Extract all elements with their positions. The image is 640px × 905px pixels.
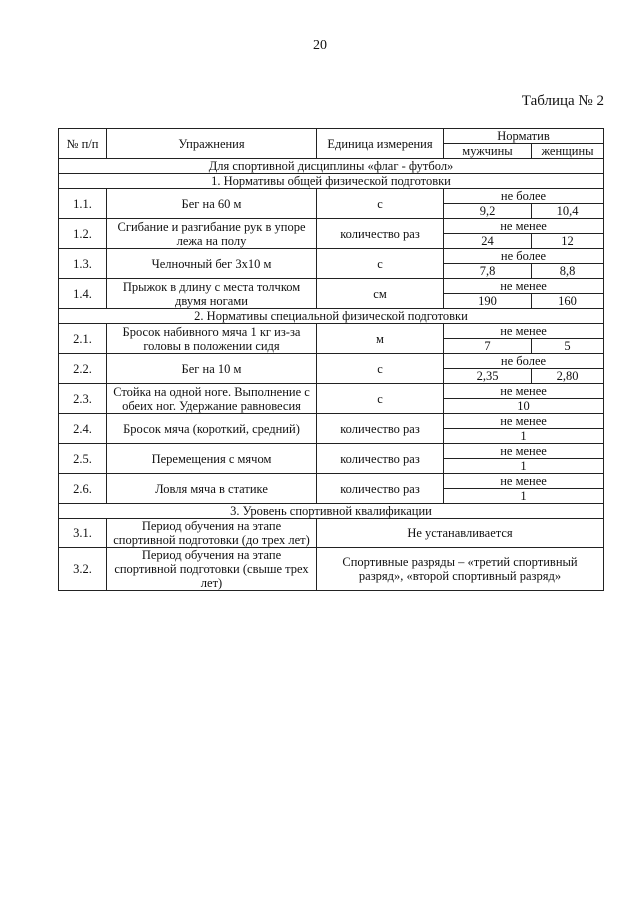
row-result: Спортивные разряды – «третий спортивный разряд», «второй спортивный разряд» <box>317 548 604 591</box>
row-num: 1.2. <box>59 219 107 249</box>
table-row <box>59 414 604 429</box>
section-title: 3. Уровень спортивной квалификации <box>59 504 604 519</box>
discipline-title: Для спортивной дисциплины «флаг - футбол» <box>59 159 604 174</box>
row-num: 2.1. <box>59 324 107 354</box>
row-men: 7 <box>444 339 532 354</box>
row-unit: количество раз <box>317 219 444 249</box>
row-unit: количество раз <box>317 414 444 444</box>
row-value: 1 <box>444 459 604 474</box>
row-men: 190 <box>444 294 532 309</box>
header-unit: Единица измерения <box>317 129 444 159</box>
row-condition: не более <box>444 189 604 204</box>
row-exercise: Ловля мяча в статике <box>107 474 317 504</box>
row-exercise: Сгибание и разгибание рук в упоре лежа на полу <box>107 219 317 249</box>
row-condition: не менее <box>444 384 604 399</box>
row-unit: количество раз <box>317 444 444 474</box>
table-row <box>59 324 604 339</box>
table-row <box>59 384 604 399</box>
row-value: 1 <box>444 429 604 444</box>
row-condition: не менее <box>444 279 604 294</box>
row-exercise: Бросок набивного мяча 1 кг из-за головы в положении сидя <box>107 324 317 354</box>
row-women: 10,4 <box>532 204 604 219</box>
row-num: 2.6. <box>59 474 107 504</box>
row-num: 2.4. <box>59 414 107 444</box>
row-women: 12 <box>532 234 604 249</box>
row-men: 2,35 <box>444 369 532 384</box>
table-row <box>59 279 604 294</box>
page-number: 20 <box>313 38 327 53</box>
row-women: 160 <box>532 294 604 309</box>
row-men: 7,8 <box>444 264 532 279</box>
row-exercise: Бросок мяча (короткий, средний) <box>107 414 317 444</box>
table-row <box>59 519 604 548</box>
row-num: 1.3. <box>59 249 107 279</box>
section-title: 1. Нормативы общей физической подготовки <box>59 174 604 189</box>
header-row <box>59 129 604 144</box>
header-exercise: Упражнения <box>107 129 317 159</box>
header-men: мужчины <box>444 144 532 159</box>
row-unit: с <box>317 249 444 279</box>
row-condition: не более <box>444 249 604 264</box>
row-unit: с <box>317 189 444 219</box>
row-unit: м <box>317 324 444 354</box>
row-condition: не более <box>444 354 604 369</box>
table-row <box>59 219 604 234</box>
table-row <box>59 444 604 459</box>
row-num: 3.2. <box>59 548 107 591</box>
row-unit: с <box>317 384 444 414</box>
table-row <box>59 189 604 204</box>
row-unit: см <box>317 279 444 309</box>
row-value: 1 <box>444 489 604 504</box>
row-exercise: Перемещения с мячом <box>107 444 317 474</box>
header-num: № п/п <box>59 129 107 159</box>
table-row <box>59 548 604 591</box>
row-num: 2.3. <box>59 384 107 414</box>
row-num: 1.4. <box>59 279 107 309</box>
row-men: 24 <box>444 234 532 249</box>
row-exercise: Стойка на одной ноге. Выполнение с обеих ног. Удержание равновесия <box>107 384 317 414</box>
row-num: 2.2. <box>59 354 107 384</box>
table-row <box>59 249 604 264</box>
row-exercise: Период обучения на этапе спортивной подготовки (до трех лет) <box>107 519 317 548</box>
row-women: 5 <box>532 339 604 354</box>
section-title: 2. Нормативы специальной физической подготовки <box>59 309 604 324</box>
row-unit: количество раз <box>317 474 444 504</box>
row-num: 1.1. <box>59 189 107 219</box>
row-condition: не менее <box>444 414 604 429</box>
row-condition: не менее <box>444 219 604 234</box>
row-exercise: Прыжок в длину с места толчком двумя ногами <box>107 279 317 309</box>
row-condition: не менее <box>444 474 604 489</box>
row-men: 9,2 <box>444 204 532 219</box>
row-num: 2.5. <box>59 444 107 474</box>
norms-table <box>58 128 604 591</box>
table-row <box>59 354 604 369</box>
header-norm: Норматив <box>444 129 604 144</box>
row-value: 10 <box>444 399 604 414</box>
row-num: 3.1. <box>59 519 107 548</box>
row-women: 2,80 <box>532 369 604 384</box>
row-unit: с <box>317 354 444 384</box>
header-women: женщины <box>532 144 604 159</box>
row-exercise: Челночный бег 3х10 м <box>107 249 317 279</box>
table-row <box>59 474 604 489</box>
row-condition: не менее <box>444 444 604 459</box>
row-women: 8,8 <box>532 264 604 279</box>
row-condition: не менее <box>444 324 604 339</box>
table-caption: Таблица № 2 <box>521 93 604 109</box>
row-result: Не устанавливается <box>317 519 604 548</box>
row-exercise: Бег на 60 м <box>107 189 317 219</box>
row-exercise: Бег на 10 м <box>107 354 317 384</box>
row-exercise: Период обучения на этапе спортивной подготовки (свыше трех лет) <box>107 548 317 591</box>
